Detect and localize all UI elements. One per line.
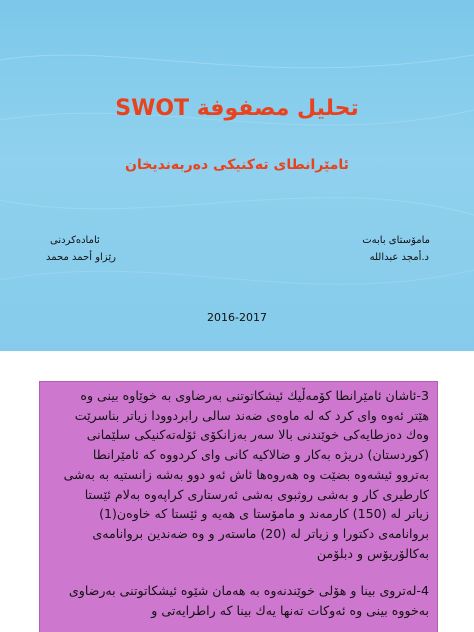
paragraph-2-line: بەخووە بینی وە ئەوکات تەنها یەك بینا کە راطرایەتی و bbox=[151, 603, 429, 619]
slide-subtitle: ئامێرانطای تەکنیکی دەرب​ەندیخان bbox=[125, 157, 349, 173]
paragraph-1-line: بەتروو ئیشەوە بضێت وە هەروەها ئاش ئەو دوو بەشە زانستیە بە بەشی bbox=[63, 466, 429, 482]
slide-title: تحليل مصفوفة SWOT bbox=[115, 96, 359, 121]
paragraph-1-line: زیاتر لە (150) کارمەند و مامۆستا ی هەیە و ئێستا کە خاوەن(1) bbox=[99, 506, 429, 522]
paragraph-1-line: 3-ئاشان ئامێرانطا کۆمەڵیك ئیشکاتوتنی بەرضاوی بە خوێاوە بینی وە bbox=[80, 388, 429, 403]
panel-text bbox=[40, 382, 437, 621]
paragraph-1-line: (کوردستان) دریژە بەکار و ضالاکیە کانی وای کردووە کە ئامێرانطا bbox=[92, 447, 429, 463]
paragraph-1-line: کارطیری کار و بەشی روثبوی بەشی ئەرستاری کراپەوە بەلام ئێستا bbox=[84, 486, 429, 502]
text-panel bbox=[39, 381, 438, 632]
supervisor-heading: مامۆستای بابەت bbox=[362, 235, 430, 246]
paragraph-1-line: بروانامەی دکتورا و زیاتر لە (20) ماستەر و وە ضەندین بروانامەی bbox=[92, 525, 429, 541]
paragraph-1-line: وەك دەزطایەکی خوێندنی بالا سەر بەزانکۆی ئۆلەتەکنیکی سلێمانی bbox=[86, 427, 429, 443]
paragraph-gap bbox=[48, 563, 429, 581]
paragraph-1-line: بەکالۆریۆس و دبلۆمن bbox=[316, 545, 429, 561]
paragraph-1-line: هێتر ئەوە وای کرد کە لە ماوەی ضەند سالی رابردوودا زیاتر بناسرێت bbox=[74, 407, 429, 423]
prepared-by-name: رێزاو أحمد محمد bbox=[46, 252, 116, 263]
paragraph-2-line: 4-لەتروی بینا و هۆلی خوێندنەوە بە هەمان شێوە ئیشکاتوتنی بەرضاوی bbox=[68, 583, 429, 599]
prepared-by-heading: ئامادەکردنی bbox=[50, 235, 100, 246]
academic-year: 2016-2017 bbox=[207, 311, 267, 324]
supervisor-name: د.أمجد عبدالله bbox=[369, 252, 429, 263]
